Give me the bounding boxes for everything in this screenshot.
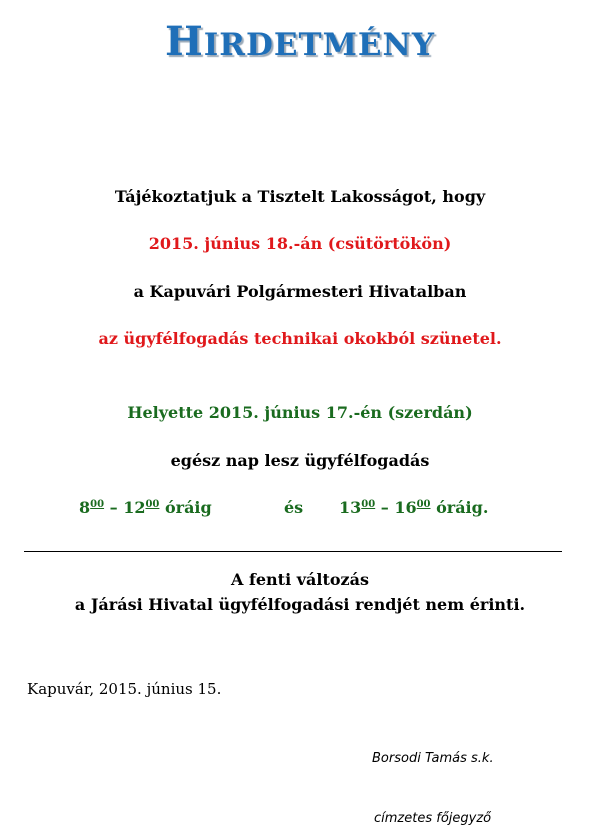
closure-reason-line: az ügyfélfogadás technikai okokból szünetel.	[98, 329, 502, 348]
intro-line: Tájékoztatjuk a Tisztelt Lakosságot, hogy	[114, 187, 486, 206]
hours-morning: $8^{00} - 12^{00}$ óráig	[79, 498, 212, 517]
office-line: a Kapuvári Polgármesteri Hivatalban	[133, 282, 467, 301]
hours-afternoon: $13^{00} - 16^{00}$ óráig.	[339, 498, 489, 517]
signatory-name: Borsodi Tamás s.k.	[372, 751, 494, 766]
full-day-line: egész nap lesz ügyfélfogadás	[170, 451, 430, 470]
title-rest: IRDETMÉNY	[203, 27, 436, 63]
signatory-title: címzetes főjegyző	[374, 811, 492, 826]
divider-line	[24, 551, 562, 552]
notice-line-1: A fenti változás	[231, 570, 369, 589]
hours-conjunction: és	[284, 498, 304, 517]
page-title	[0, 18, 600, 65]
place-and-date: Kapuvár, 2015. június 15.	[27, 680, 222, 698]
title-initial: H	[164, 18, 204, 65]
notice-line-2: a Járási Hivatal ügyfélfogadási rendjét nem érinti.	[74, 595, 526, 614]
closure-date-line: 2015. június 18.-án (csütörtökön)	[148, 234, 452, 253]
replacement-date-line: Helyette 2015. június 17.-én (szerdán)	[127, 403, 473, 422]
